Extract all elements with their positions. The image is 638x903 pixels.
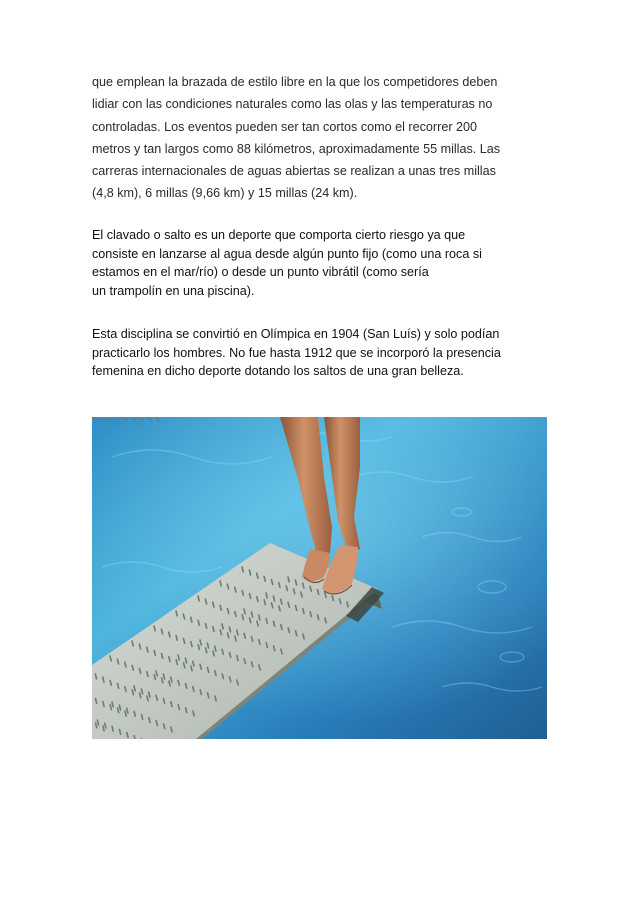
text-line: practicarlo los hombres. No fue hasta 1912 que se incorporó la presencia [92,345,501,360]
diving-board-illustration [92,417,547,739]
text-line: El clavado o salto es un deporte que comporta cierto riesgo ya que [92,228,466,242]
paragraph-olympic-history [92,325,552,381]
paragraph-open-water [92,71,552,205]
text-line: Esta disciplina se convirtió en Olímpica en 1904 (San Luís) y solo podían [92,327,500,341]
text-line: carreras internacionales de aguas abiertas se realizan a unas tres millas [92,164,496,179]
text-line: metros y tan largos como 88 kilómetros, aproximadamente 55 millas. Las [92,141,501,156]
paragraph-diving-definition [92,226,552,300]
diving-board-photo [92,417,547,739]
text-line: que emplean la brazada de estilo libre en la que los competidores deben [92,75,498,89]
text-line: un trampolín en una piscina). [92,283,255,298]
text-line: femenina en dicho deporte dotando los saltos de una gran belleza. [92,364,464,378]
text-line: estamos en el mar/río) o desde un punto vibrátil (como sería [92,265,429,279]
text-line: controladas. Los eventos pueden ser tan cortos como el recorrer 200 [92,119,478,134]
text-line: consiste en lanzarse al agua desde algún punto fijo (como una roca si [92,246,482,261]
text-line: lidiar con las condiciones naturales como las olas y las temperaturas no [92,97,493,112]
text-line: (4,8 km), 6 millas (9,66 km) y 15 millas (24 km). [92,186,358,201]
